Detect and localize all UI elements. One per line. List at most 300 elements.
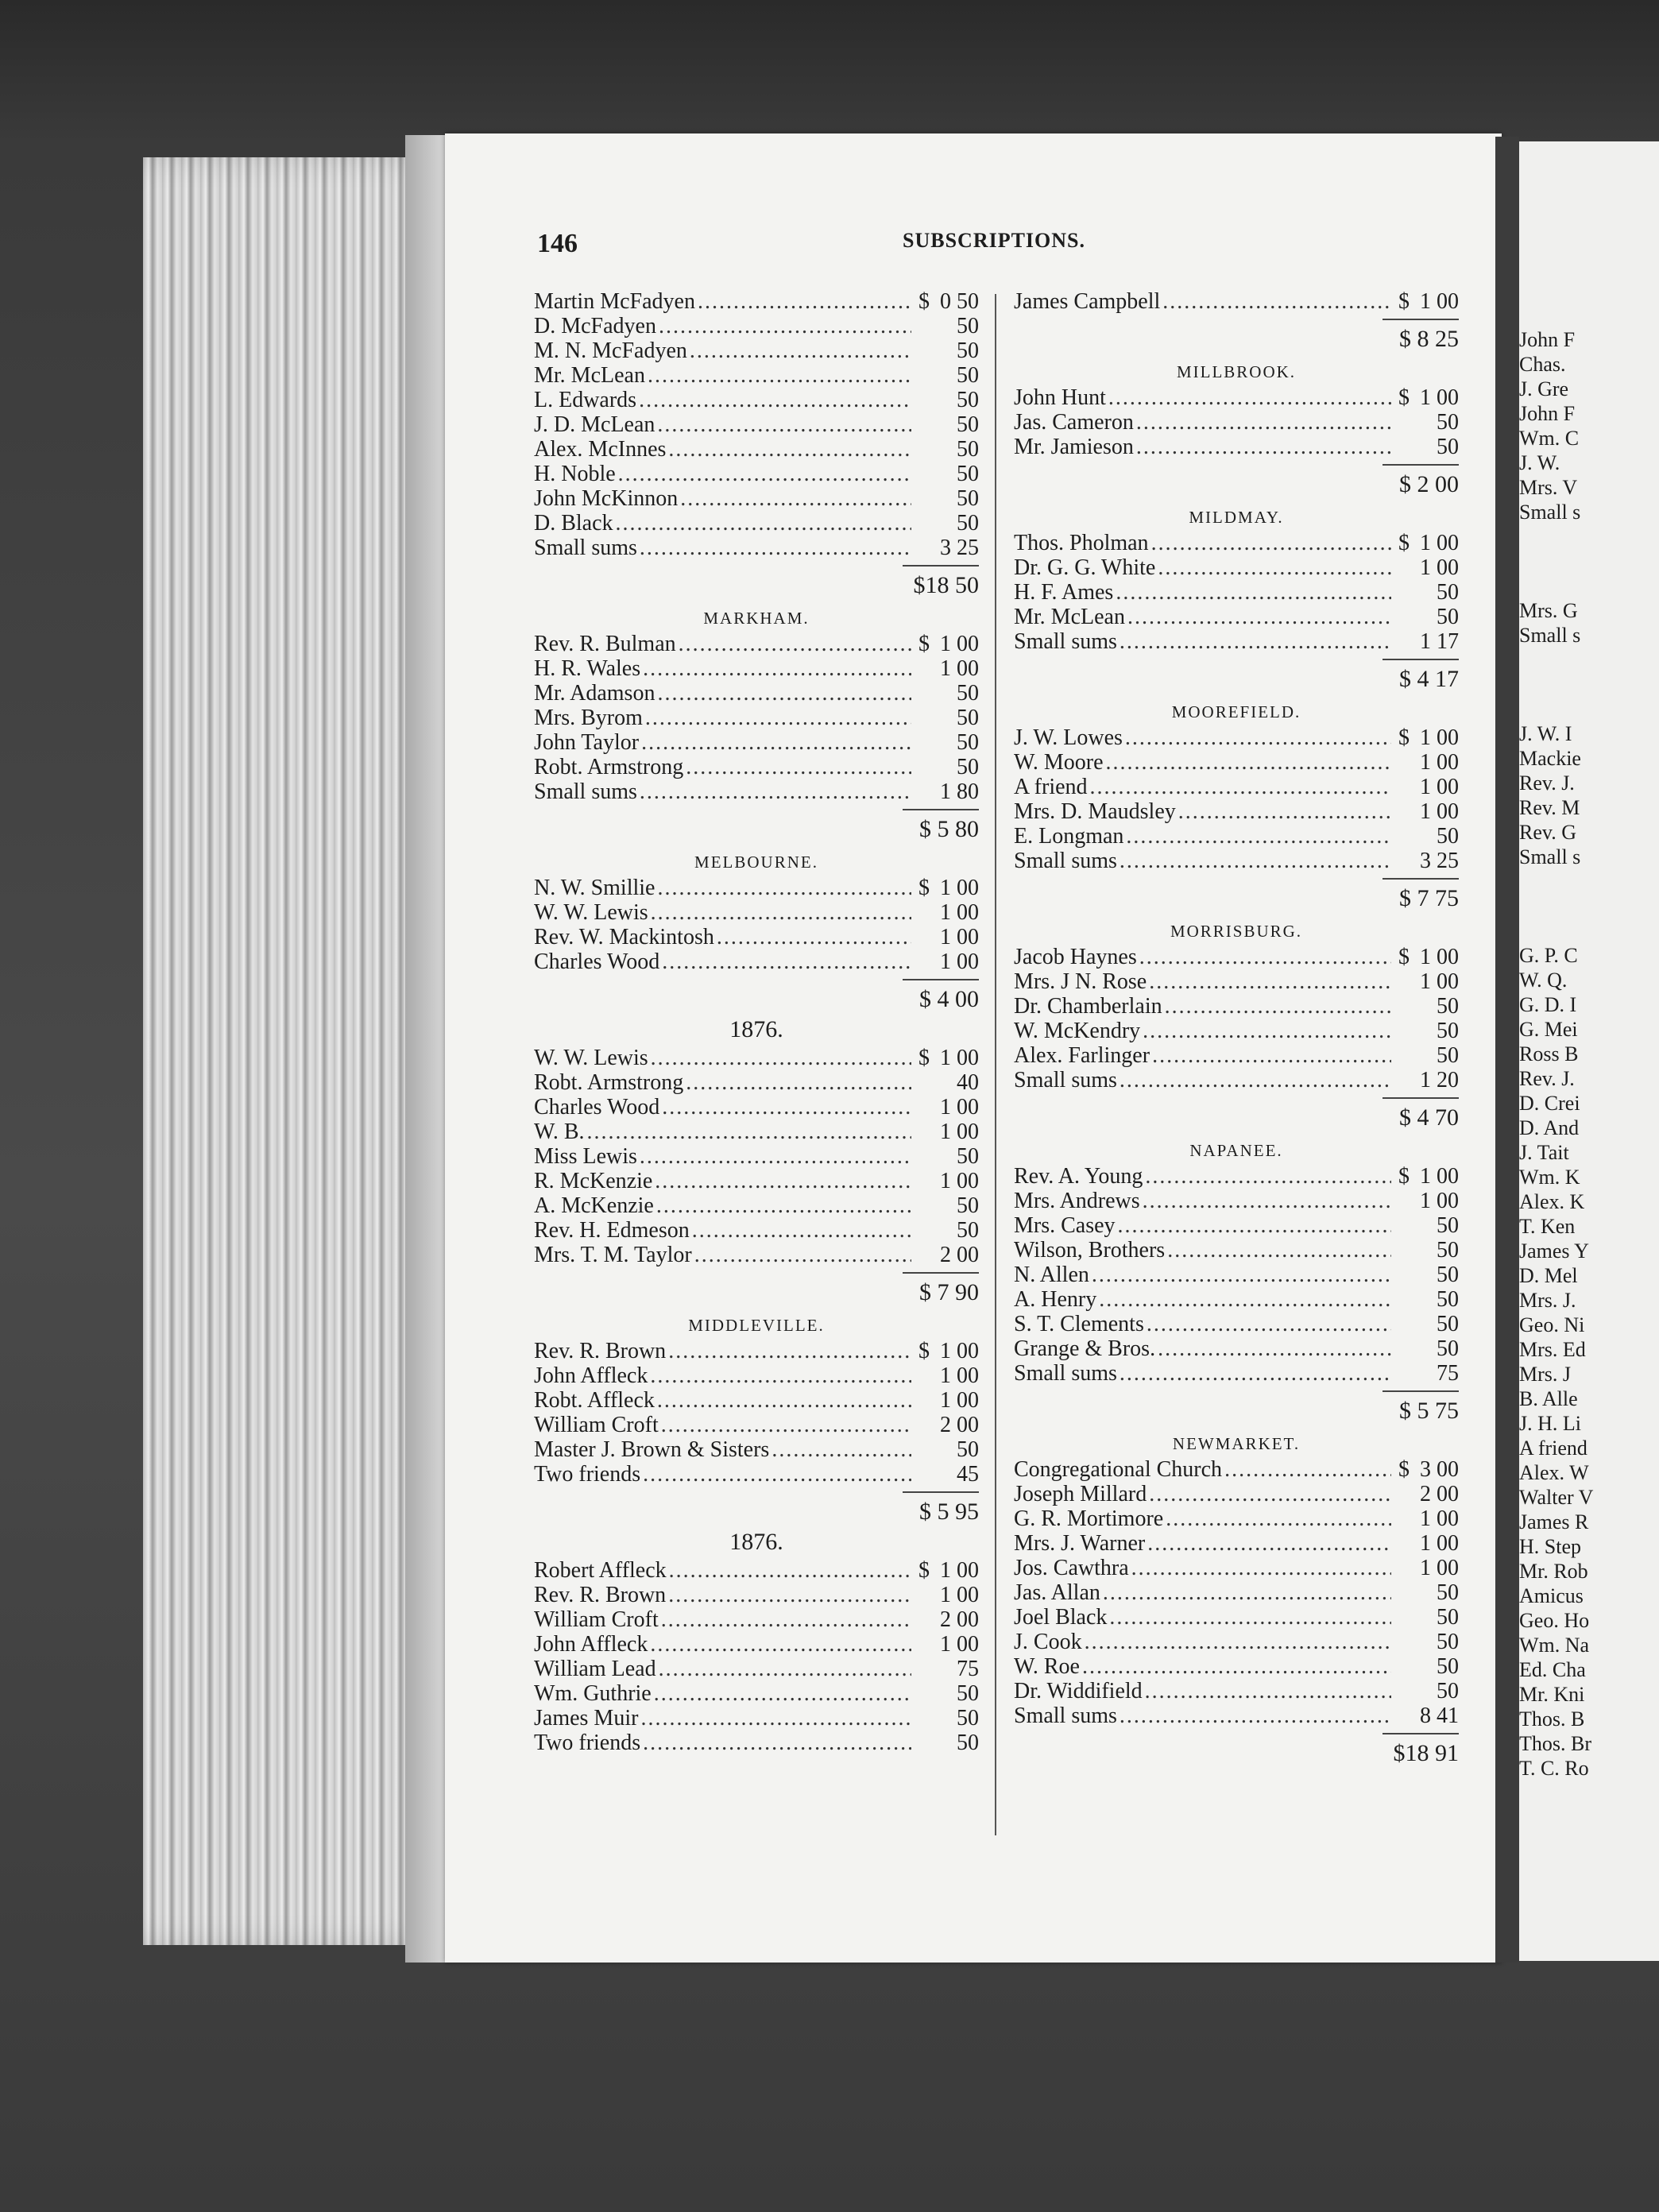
facing-page-line: D. Crei [1519, 1092, 1580, 1115]
subscriber-name: Wm. Guthrie [534, 1681, 652, 1706]
subscription-amount: 50 [1437, 1630, 1459, 1654]
subscription-row [1014, 1531, 1459, 1556]
subscriber-name: Two friends [534, 1731, 641, 1755]
place-heading: MORRISBURG. [1170, 922, 1303, 941]
subscription-amount: 1 00 [940, 1095, 979, 1120]
facing-page-line: T. C. Ro [1519, 1757, 1589, 1780]
subscription-row [534, 1558, 979, 1583]
facing-page-line: J. H. Li [1519, 1412, 1581, 1435]
total-amount: $ 4 00 [903, 979, 979, 1014]
leader-dots [1149, 1482, 1391, 1506]
subscriber-name: John Affleck [534, 1632, 648, 1657]
subscriber-name: Dr. G. G. White [1014, 555, 1156, 580]
place-heading: MELBOURNE. [694, 853, 818, 872]
leader-dots [1151, 531, 1391, 555]
leader-dots [643, 1731, 911, 1755]
subscription-row [1014, 1630, 1459, 1654]
subscription-amount: 50 [1437, 1654, 1459, 1679]
subscriber-name: D. Black [534, 511, 613, 536]
subscriber-name: James Muir [534, 1706, 639, 1731]
subscription-row [1014, 385, 1459, 410]
subscription-row [534, 1681, 979, 1706]
facing-page-line: Thos. Br [1519, 1732, 1591, 1755]
leader-dots [668, 437, 911, 462]
leader-dots [668, 1583, 911, 1607]
subscription-amount: 1 00 [940, 949, 979, 974]
facing-page [1519, 141, 1659, 1961]
leader-dots [771, 1437, 911, 1462]
leader-dots [698, 289, 911, 314]
facing-page-line: Geo. Ni [1519, 1313, 1585, 1336]
leader-dots [1166, 1506, 1391, 1531]
running-head: SUBSCRIPTIONS. [903, 229, 1086, 252]
facing-page-line: Chas. [1519, 353, 1566, 376]
subscription-amount: 50 [1437, 1580, 1459, 1605]
subscription-row [1014, 1336, 1459, 1361]
section-total [1014, 659, 1459, 694]
subscriber-name: Mrs. Byrom [534, 706, 643, 730]
subscriber-name: W. W. Lewis [534, 1046, 648, 1070]
leader-dots [686, 755, 911, 779]
subscriber-name: James Campbell [1014, 289, 1161, 314]
facing-page-line: Ed. Cha [1519, 1658, 1586, 1681]
subscription-row [534, 730, 979, 755]
facing-page-line: J. Gre [1519, 377, 1569, 400]
place-heading: MILDMAY. [1189, 508, 1284, 527]
subscriber-name: Miss Lewis [534, 1144, 637, 1169]
subscription-amount: 1 00 [1420, 1189, 1459, 1213]
subscription-row [1014, 1043, 1459, 1068]
subscription-row [534, 656, 979, 681]
page-number: 146 [537, 229, 578, 258]
currency-sign: $ [918, 1558, 930, 1583]
subscription-amount: 50 [1437, 1263, 1459, 1287]
leader-dots [1127, 605, 1391, 629]
leader-dots [661, 1607, 911, 1632]
facing-page-line: Amicus [1519, 1584, 1584, 1607]
subscriber-name: Dr. Chamberlain [1014, 994, 1162, 1019]
subscriber-name: Dr. Widdifield [1014, 1679, 1143, 1703]
leader-dots [686, 1070, 911, 1095]
subscriber-name: A friend [1014, 775, 1088, 799]
book-spine [1495, 137, 1519, 1963]
leader-dots [1120, 1361, 1391, 1386]
facing-page-line: G. Mei [1519, 1018, 1578, 1041]
subscription-amount: 1 00 [1420, 750, 1459, 775]
facing-page-line: Mr. Rob [1519, 1560, 1588, 1583]
leader-dots [640, 1706, 911, 1731]
facing-page-gap [1519, 918, 1593, 943]
leader-dots [657, 412, 911, 437]
section-total [534, 979, 979, 1014]
facing-page-line: T. Ken [1519, 1215, 1576, 1238]
subscription-row [1014, 1605, 1459, 1630]
subscriber-name: Jacob Haynes [1014, 945, 1137, 969]
subscription-row [1014, 725, 1459, 750]
leader-dots [694, 1243, 911, 1267]
subscription-row [534, 289, 979, 314]
subscription-row [1014, 1703, 1459, 1728]
leader-dots [669, 1558, 911, 1583]
subscription-amount: 50 [957, 486, 979, 511]
subscription-amount: 45 [957, 1462, 979, 1487]
subscription-amount: 1 00 [1420, 969, 1459, 994]
subscriber-name: Robt. Armstrong [534, 755, 684, 779]
subscription-amount: 1 00 [1420, 1531, 1459, 1556]
place-heading: MILLBROOK. [1176, 362, 1297, 381]
leader-dots [1139, 945, 1391, 969]
facing-page-line: Mr. Kni [1519, 1683, 1585, 1706]
subscription-row [1014, 1654, 1459, 1679]
subscription-amount: 50 [957, 1731, 979, 1755]
subscription-row [1014, 750, 1459, 775]
subscription-row [534, 900, 979, 925]
subscription-row [1014, 1457, 1459, 1482]
facing-page-line: Alex. K [1519, 1190, 1585, 1213]
facing-page-gap [1519, 574, 1593, 598]
facing-page-line: Rev. M [1519, 796, 1580, 819]
subscription-amount: 1 00 [1420, 945, 1459, 969]
subscriber-name: William Croft [534, 1413, 659, 1437]
subscriber-name: Mr. McLean [534, 363, 645, 388]
subscriber-name: Mr. McLean [1014, 605, 1125, 629]
subscription-row [1014, 1506, 1459, 1531]
leader-dots [640, 779, 911, 804]
subscription-row [534, 388, 979, 412]
subscription-amount: 1 00 [1420, 1556, 1459, 1580]
subscription-row [1014, 580, 1459, 605]
subscriber-name: J. W. Lowes [1014, 725, 1123, 750]
leader-dots [1131, 1556, 1391, 1580]
leader-dots [679, 632, 911, 656]
leader-dots [650, 1632, 911, 1657]
subscriber-name: N. W. Smillie [534, 876, 655, 900]
subscriber-name: S. T. Clements [1014, 1312, 1144, 1336]
section-total [1014, 878, 1459, 913]
place-heading: NAPANEE. [1189, 1141, 1283, 1160]
currency-sign: $ [918, 1339, 930, 1363]
facing-page-gap [1519, 648, 1593, 672]
subscription-amount: 1 00 [1420, 385, 1459, 410]
subscription-row [1014, 1068, 1459, 1092]
subscription-row [1014, 824, 1459, 849]
subscriber-name: W. B. [534, 1120, 585, 1144]
subscription-row [534, 1169, 979, 1193]
subscription-amount: 50 [957, 314, 979, 338]
subscription-row [534, 925, 979, 949]
subscription-row [1014, 629, 1459, 654]
facing-page-line: G. D. I [1519, 993, 1577, 1016]
subscription-amount: 50 [1437, 1605, 1459, 1630]
subscriber-name: H. F. Ames [1014, 580, 1114, 605]
subscriber-name: Rev. R. Brown [534, 1339, 667, 1363]
subscriber-name: Mr. Adamson [534, 681, 655, 706]
subscription-row [534, 1095, 979, 1120]
subscription-amount: 50 [1437, 605, 1459, 629]
subscription-amount: 1 00 [940, 1169, 979, 1193]
subscription-row [1014, 605, 1459, 629]
subscription-amount: 50 [957, 1144, 979, 1169]
place-heading: NEWMARKET. [1172, 1434, 1301, 1453]
subscription-amount: 50 [957, 1193, 979, 1218]
facing-page-line: Mrs. Ed [1519, 1338, 1586, 1361]
subscription-amount: 1 00 [940, 1388, 979, 1413]
subscription-row [534, 511, 979, 536]
subscriber-name: Small sums [1014, 1068, 1117, 1092]
subscription-row [534, 681, 979, 706]
section-total [1014, 1733, 1459, 1768]
subscriber-name: Grange & Bros. [1014, 1336, 1156, 1361]
subscription-row [534, 1437, 979, 1462]
subscription-row [1014, 1238, 1459, 1263]
book-page-edges [143, 157, 447, 1945]
leader-dots [1145, 1679, 1391, 1703]
subscriber-name: Mr. Jamieson [1014, 435, 1134, 459]
subscriber-name: Mrs. T. M. Taylor [534, 1243, 692, 1267]
leader-dots [717, 925, 911, 949]
total-amount: $ 8 25 [1382, 319, 1459, 354]
left-subscription-column [534, 289, 979, 1755]
subscriber-name: Thos. Pholman [1014, 531, 1149, 555]
subscriber-name: William Croft [534, 1607, 659, 1632]
subscription-row [534, 1657, 979, 1681]
subscription-amount: 50 [957, 730, 979, 755]
subscription-amount: 1 00 [940, 1558, 979, 1583]
leader-dots [1147, 1312, 1391, 1336]
subscription-row [1014, 1312, 1459, 1336]
facing-page-line: D. And [1519, 1116, 1580, 1139]
total-amount: $18 50 [903, 565, 979, 600]
subscription-amount: 50 [957, 681, 979, 706]
leader-dots [1120, 629, 1391, 654]
subscriber-name: M. N. McFadyen [534, 338, 687, 363]
leader-dots [1178, 799, 1391, 824]
leader-dots [662, 1095, 911, 1120]
subscription-amount: 40 [957, 1070, 979, 1095]
leader-dots [1152, 1043, 1391, 1068]
subscription-amount: 50 [1437, 1287, 1459, 1312]
subscription-row [534, 314, 979, 338]
leader-dots [1224, 1457, 1391, 1482]
subscription-row [534, 1363, 979, 1388]
leader-dots [1145, 1164, 1391, 1189]
leader-dots [657, 681, 911, 706]
subscriber-name: Mrs. J N. Rose [1014, 969, 1147, 994]
subscription-row [534, 1120, 979, 1144]
subscription-row [534, 1388, 979, 1413]
leader-dots [680, 486, 911, 511]
facing-page-gap [1519, 869, 1593, 894]
facing-page-line: D. Mel [1519, 1264, 1578, 1287]
total-amount: $ 5 95 [903, 1491, 979, 1526]
leader-dots [1126, 824, 1391, 849]
total-amount: $ 4 70 [1382, 1097, 1459, 1132]
facing-page-line: Alex. W [1519, 1461, 1589, 1484]
leader-dots [1108, 385, 1391, 410]
subscription-row [1014, 555, 1459, 580]
subscription-row [1014, 1019, 1459, 1043]
subscriber-name: Jas. Allan [1014, 1580, 1100, 1605]
place-heading: MOOREFIELD. [1171, 702, 1301, 721]
leader-dots [618, 462, 911, 486]
subscription-amount: 1 20 [1420, 1068, 1459, 1092]
section-total [534, 565, 979, 600]
facing-page-line: Mrs. J [1519, 1363, 1572, 1386]
facing-page-line: John F [1519, 328, 1576, 351]
subscription-row [534, 1607, 979, 1632]
subscriber-name: Alex. McInnes [534, 437, 667, 462]
subscription-amount: 50 [957, 437, 979, 462]
subscription-row [534, 1339, 979, 1363]
subscriber-name: E. Longman [1014, 824, 1124, 849]
year-heading: 1876. [729, 1529, 783, 1555]
subscription-row [534, 437, 979, 462]
currency-sign: $ [1398, 385, 1410, 410]
subscription-amount: 3 25 [940, 536, 979, 560]
subscription-amount: 1 00 [940, 925, 979, 949]
subscriber-name: Robt. Armstrong [534, 1070, 684, 1095]
leader-dots [659, 314, 911, 338]
subscription-row [1014, 1580, 1459, 1605]
leader-dots [1118, 1213, 1391, 1238]
subscription-amount: 1 00 [940, 1046, 979, 1070]
leader-dots [648, 363, 911, 388]
leader-dots [643, 656, 911, 681]
leader-dots [1162, 289, 1391, 314]
subscription-row [1014, 994, 1459, 1019]
subscription-row [534, 1070, 979, 1095]
subscriber-name: J. Cook [1014, 1630, 1082, 1654]
subscription-row [1014, 849, 1459, 873]
subscription-row [534, 338, 979, 363]
subscriber-name: Small sums [1014, 629, 1117, 654]
subscriber-name: Alex. Farlinger [1014, 1043, 1150, 1068]
currency-sign: $ [1398, 725, 1410, 750]
subscriber-name: N. Allen [1014, 1263, 1089, 1287]
leader-dots [1082, 1654, 1391, 1679]
leader-dots [641, 730, 911, 755]
section-total [534, 809, 979, 844]
subscription-row [1014, 1287, 1459, 1312]
facing-page-line: Mrs. G [1519, 599, 1578, 622]
leader-dots [1085, 1630, 1391, 1654]
facing-page-line: Small s [1519, 845, 1581, 868]
facing-page-line: John F [1519, 402, 1576, 425]
subscription-row [534, 486, 979, 511]
currency-sign: $ [918, 876, 930, 900]
facing-page-gap [1519, 672, 1593, 697]
subscriber-name: Small sums [1014, 1361, 1117, 1386]
subscription-row [1014, 1213, 1459, 1238]
subscription-amount: 2 00 [940, 1607, 979, 1632]
facing-page-line: Ross B [1519, 1042, 1579, 1065]
leader-dots [1099, 1287, 1391, 1312]
subscription-amount: 1 00 [940, 1363, 979, 1388]
subscriber-name: Congregational Church [1014, 1457, 1223, 1482]
subscription-amount: 50 [1437, 994, 1459, 1019]
currency-sign: $ [918, 1046, 930, 1070]
leader-dots [1165, 994, 1391, 1019]
facing-page-line: J. W. I [1519, 722, 1572, 745]
facing-page-line: James Y [1519, 1239, 1589, 1263]
subscriber-name: Small sums [534, 536, 637, 560]
subscriber-name: H. Noble [534, 462, 616, 486]
subscriber-name: Small sums [534, 779, 637, 804]
currency-sign: $ [1398, 531, 1410, 555]
subscription-amount: 50 [957, 1218, 979, 1243]
subscriber-name: Small sums [1014, 849, 1117, 873]
subscription-row [1014, 1164, 1459, 1189]
leader-dots [657, 1388, 911, 1413]
subscriber-name: J. D. McLean [534, 412, 655, 437]
subscriber-name: Mrs. Casey [1014, 1213, 1116, 1238]
right-subscription-column [1014, 289, 1459, 1768]
subscription-amount: 1 00 [940, 900, 979, 925]
currency-sign: $ [1398, 289, 1410, 314]
subscriber-name: Mrs. Andrews [1014, 1189, 1140, 1213]
subscription-row [1014, 435, 1459, 459]
subscription-amount: 50 [1437, 1019, 1459, 1043]
subscription-amount: 1 00 [940, 656, 979, 681]
subscription-row [1014, 799, 1459, 824]
subscription-amount: 50 [957, 755, 979, 779]
section-total [1014, 464, 1459, 499]
subscriber-name: Rev. R. Bulman [534, 632, 676, 656]
currency-sign: $ [1398, 945, 1410, 969]
facing-page-line: W. Q. [1519, 969, 1568, 992]
leader-dots [1167, 1238, 1391, 1263]
leader-dots [1149, 969, 1391, 994]
subscription-amount: 1 00 [1420, 555, 1459, 580]
facing-page-gap [1519, 524, 1593, 549]
leader-dots [656, 1193, 911, 1218]
subscriber-name: R. McKenzie [534, 1169, 653, 1193]
subscription-row [534, 1731, 979, 1755]
subscription-amount: 50 [1437, 1336, 1459, 1361]
subscription-row [534, 755, 979, 779]
leader-dots [1125, 725, 1391, 750]
facing-page-line: Wm. K [1519, 1166, 1580, 1189]
subscription-row [534, 949, 979, 974]
subscription-amount: 50 [1437, 824, 1459, 849]
facing-page-line: Mrs. J. [1519, 1289, 1576, 1312]
facing-page-gap [1519, 549, 1593, 574]
subscriber-name: H. R. Wales [534, 656, 641, 681]
leader-dots [645, 706, 911, 730]
leader-dots [1120, 849, 1391, 873]
subscriber-name: Joel Black [1014, 1605, 1108, 1630]
subscription-row [1014, 1361, 1459, 1386]
leader-dots [1136, 435, 1391, 459]
subscription-amount: 2 00 [940, 1243, 979, 1267]
subscription-amount: 1 00 [1420, 775, 1459, 799]
total-amount: $ 7 75 [1382, 878, 1459, 913]
leader-dots [1109, 1605, 1391, 1630]
facing-page-line: Rev. J. [1519, 771, 1575, 795]
subscription-row [534, 1632, 979, 1657]
subscription-row [534, 462, 979, 486]
subscriber-name: Rev. A. Young [1014, 1164, 1143, 1189]
subscription-amount: 50 [957, 511, 979, 536]
subscription-row [1014, 1556, 1459, 1580]
subscription-amount: 1 00 [1420, 1506, 1459, 1531]
leader-dots [690, 338, 911, 363]
subscriber-name: W. Roe [1014, 1654, 1080, 1679]
subscription-amount: 1 00 [1420, 1164, 1459, 1189]
leader-dots [1116, 580, 1391, 605]
column-divider [995, 294, 996, 1835]
leader-dots [640, 1144, 911, 1169]
